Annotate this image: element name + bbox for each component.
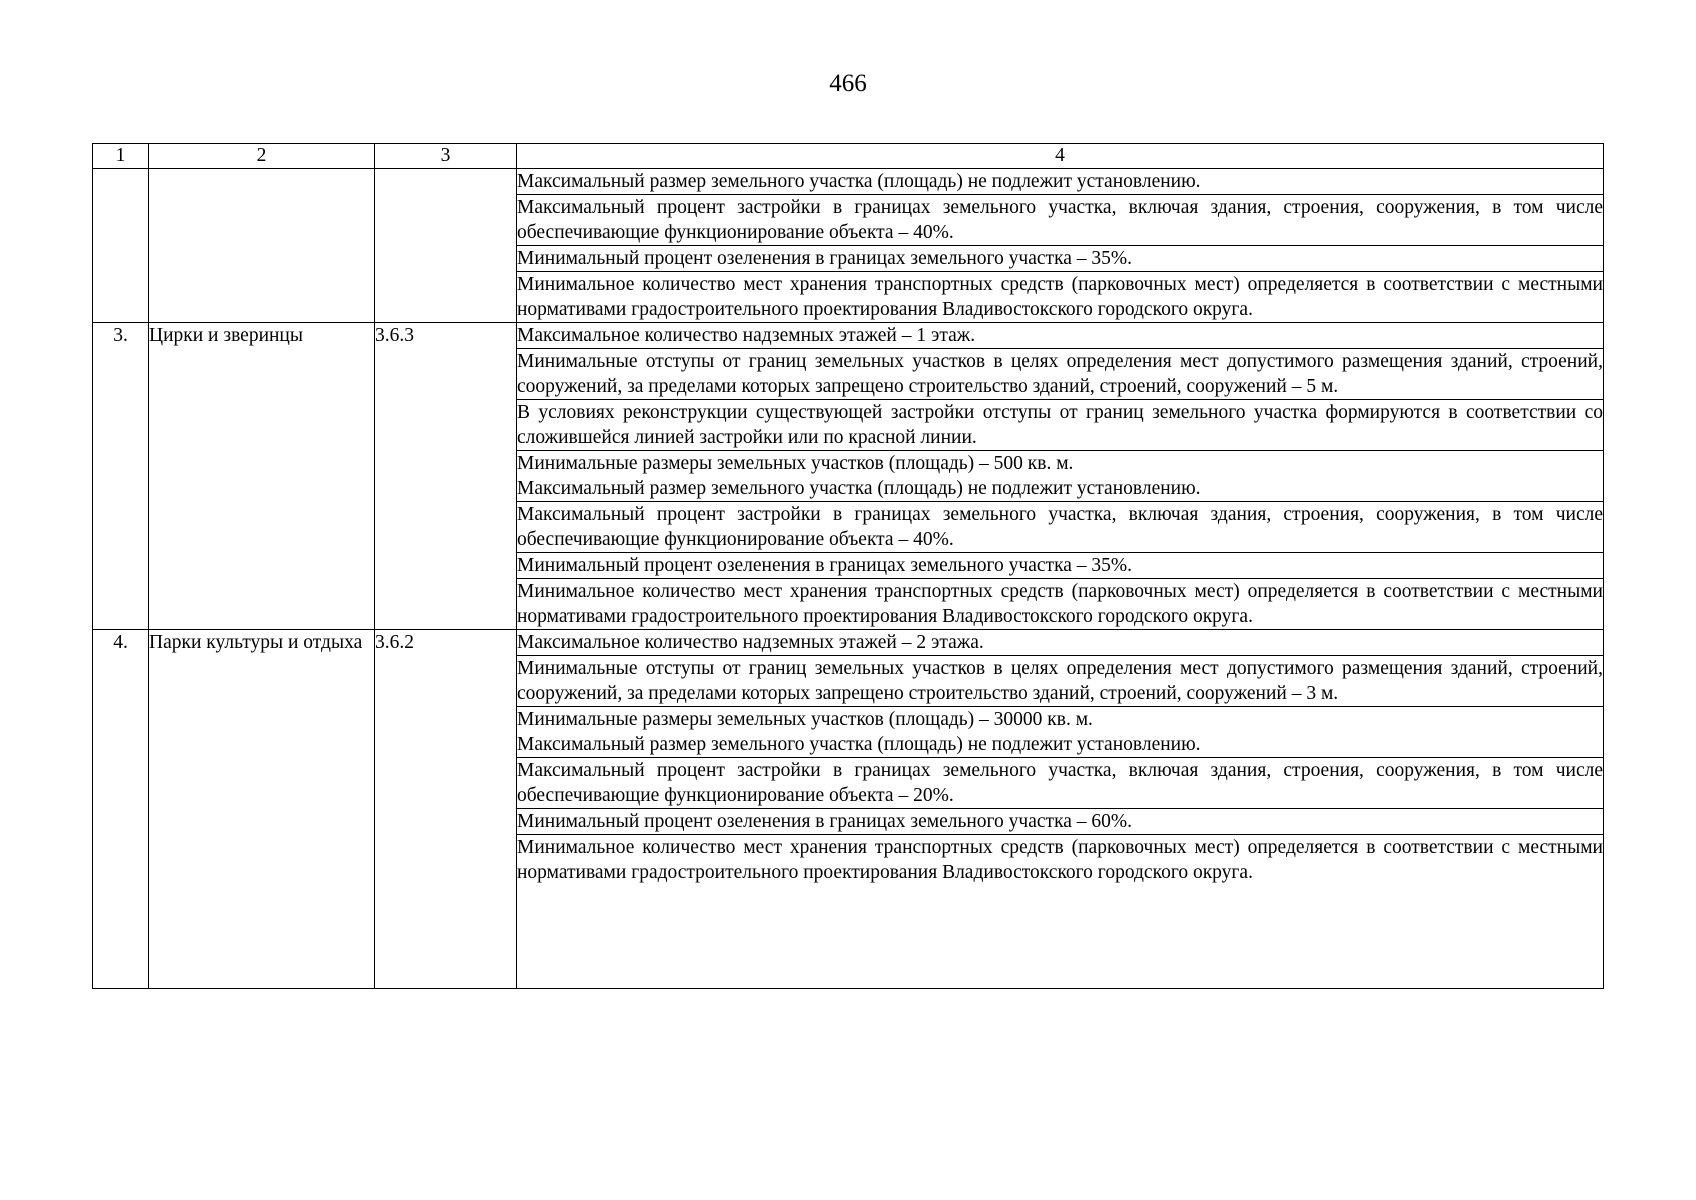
table-row xyxy=(93,630,1604,656)
use-type-name: Цирки и зверинцы xyxy=(149,323,375,630)
requirement-cell xyxy=(517,835,1604,989)
requirement-cell xyxy=(517,758,1604,809)
requirement-cell xyxy=(517,630,1604,656)
regulations-table xyxy=(92,143,1604,989)
requirement-cell: Минимальный процент озеленения в границах земельного участка – 35%. xyxy=(517,246,1604,272)
table-row xyxy=(93,323,1604,349)
use-type-code: 3.6.2 xyxy=(375,630,517,989)
requirement-cell xyxy=(517,656,1604,707)
requirement-text: Максимальный процент застройки в границах земельного участка, включая здания, строения, сооружения, в том числе обеспечивающие функционирование объекта – 20%. xyxy=(517,760,1603,806)
requirement-text: Минимальный процент озеленения в границах земельного участка – 60%. xyxy=(517,811,1133,832)
requirement-text: Минимальные размеры земельных участков (площадь) – 30000 кв. м. xyxy=(517,709,1093,730)
requirement-text: В условиях реконструкции существующей застройки отступы от границ земельного участка формируются в соответствии со сложившейся линией застройки или по красной линии. xyxy=(517,402,1603,448)
page-number: 466 xyxy=(829,70,867,97)
requirement-text: Минимальные размеры земельных участков (площадь) – 500 кв. м. xyxy=(517,453,1074,474)
requirement-cell xyxy=(517,809,1604,835)
requirement-text: Минимальный процент озеленения в границах земельного участка – 35%. xyxy=(517,555,1133,576)
use-type-name: Парки культуры и отдыха xyxy=(149,630,375,989)
requirement-cell xyxy=(517,553,1604,579)
continuation-num-cell xyxy=(93,169,149,323)
header-col-3: 3 xyxy=(375,144,517,169)
continuation-code-cell xyxy=(375,169,517,323)
requirement-cell xyxy=(517,400,1604,451)
requirement-cell xyxy=(517,579,1604,630)
header-col-1: 1 xyxy=(93,144,149,169)
requirement-text: Максимальное количество надземных этажей – 2 этажа. xyxy=(517,632,984,653)
requirement-cell xyxy=(517,323,1604,349)
row-number: 4. xyxy=(93,630,149,989)
requirement-cell: Минимальное количество мест хранения транспортных средств (парковочных мест) определяется в соответствии с местными нормативами градостроительного проектирования Владивостокского городского округа. xyxy=(517,272,1604,323)
requirement-text: Максимальный размер земельного участка (площадь) не подлежит установлению. xyxy=(517,734,1201,755)
requirement-cell xyxy=(517,707,1604,758)
requirement-cell: Максимальный процент застройки в границах земельного участка, включая здания, строения, сооружения, в том числе обеспечивающие функционирование объекта – 40%. xyxy=(517,195,1604,246)
header-col-2: 2 xyxy=(149,144,375,169)
requirement-text: Минимальные отступы от границ земельных участков в целях определения мест допустимого размещения зданий, строений, сооружений, за пределами которых запрещено строительство зданий, строений, сооружений – 3 м. xyxy=(517,658,1603,704)
requirement-text: Максимальный процент застройки в границах земельного участка, включая здания, строения, сооружения, в том числе обеспечивающие функционирование объекта – 40%. xyxy=(517,504,1603,550)
use-type-code: 3.6.3 xyxy=(375,323,517,630)
row-number: 3. xyxy=(93,323,149,630)
table-row xyxy=(93,169,1604,195)
table-header-row xyxy=(93,144,1604,169)
requirement-cell: Максимальный размер земельного участка (площадь) не подлежит установлению. xyxy=(517,169,1604,195)
continuation-name-cell xyxy=(149,169,375,323)
requirement-text: Максимальный размер земельного участка (площадь) не подлежит установлению. xyxy=(517,478,1201,499)
requirement-text: Минимальные отступы от границ земельных участков в целях определения мест допустимого размещения зданий, строений, сооружений, за пределами которых запрещено строительство зданий, строений, сооружений – 5 м. xyxy=(517,351,1603,397)
requirement-cell xyxy=(517,349,1604,400)
requirement-text: Максимальное количество надземных этажей – 1 этаж. xyxy=(517,325,976,346)
requirement-text: Минимальное количество мест хранения транспортных средств (парковочных мест) определяется в соответствии с местными нормативами градостроительного проектирования Владивостокского городского округа. xyxy=(517,581,1603,627)
header-col-4: 4 xyxy=(517,144,1604,169)
requirement-cell xyxy=(517,451,1604,502)
requirement-cell xyxy=(517,502,1604,553)
requirement-text: Минимальное количество мест хранения транспортных средств (парковочных мест) определяется в соответствии с местными нормативами градостроительного проектирования Владивостокского городского округа. xyxy=(517,837,1603,883)
